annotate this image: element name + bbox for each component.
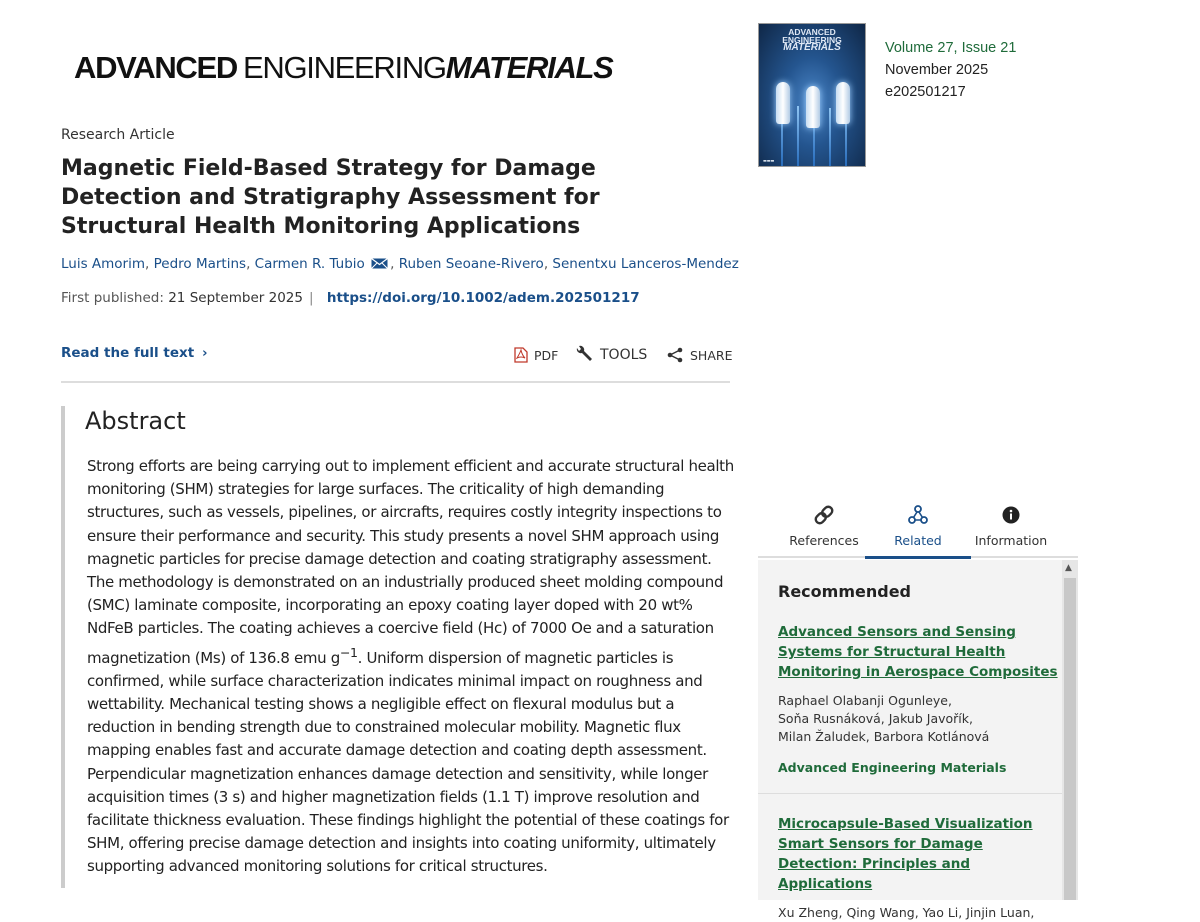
author-name: Barbora Kotlánová — [873, 729, 990, 744]
first-published-date: 21 September 2025 — [168, 290, 303, 306]
share-icon — [666, 347, 684, 363]
recommended-heading: Recommended — [778, 582, 911, 601]
cover-title — [759, 28, 865, 52]
author-name: Jinjin Luan — [966, 905, 1031, 920]
scroll-up-icon[interactable]: ▲ — [1065, 563, 1072, 573]
chevron-right-icon: › — [202, 346, 208, 361]
pdf-icon — [514, 347, 528, 363]
tab-information[interactable] — [958, 498, 1064, 556]
author-name: Milan Žaludek — [778, 729, 866, 744]
recommended-title-link[interactable]: Microcapsule-Based Visualization Smart Sensors for Damage Detection: Principles and Applications — [778, 816, 1033, 892]
abstract-text-part: . Uniform dispersion of magnetic particles is confirmed, while surface characterization indicates minimal impact on roughness and wettability. Mechanical testing shows a negligible effect on flexural modulus but a reduction in bending strength due to constrained molecular mobility. Magnetic flux mapping enables fast and accurate damage detection and coating depth assessment. Perpendicular magnetization enhances damage detection and sensitivity, while longer acquisition times (3 s) and higher magnetization fields (1.1 T) improve resolution and facilitate thickness evaluation. These findings highlight the potential of these coatings for SHM, offering precise damage detection and insights into coating uniformity, ultimately supporting advanced monitoring solutions for critical structures. — [87, 648, 729, 876]
logo-word-advanced: ADVANCED — [74, 50, 237, 85]
recommended-journal: Advanced Engineering Materials — [778, 760, 1007, 775]
cover-light-ray — [797, 106, 799, 166]
issue-date: November 2025 — [885, 62, 989, 78]
cover-publisher-mark: ▬▬▬ — [763, 158, 775, 163]
recommended-authors: Raphael Olabanji Ogunleye, Soňa Rusnáková, Jakub Javořík, Milan Žaludek, Barbora Kotlánová — [778, 693, 990, 744]
tools-button[interactable] — [574, 345, 647, 365]
recommended-item — [778, 622, 1058, 775]
wrench-icon — [574, 346, 594, 364]
sidebar-tabs — [758, 498, 1078, 558]
tab-label: Information — [974, 533, 1048, 548]
journal-logo[interactable] — [74, 50, 613, 86]
author-name: Jakub Javořík — [888, 711, 970, 726]
logo-word-materials: MATERIALS — [445, 50, 613, 85]
author-link[interactable]: Senentxu Lanceros-Mendez — [552, 256, 739, 272]
pdf-label: PDF — [534, 347, 559, 363]
author-link[interactable]: Carmen R. Tubio — [254, 256, 365, 272]
cover-capsule — [776, 82, 790, 124]
cover-title-line: ENGINEERING — [782, 35, 842, 45]
doi-link[interactable]: https://doi.org/10.1002/adem.202501217 — [326, 290, 640, 306]
author-name: Yao Li — [922, 905, 959, 920]
article-title: Magnetic Field-Based Strategy for Damage Detection and Stratigraphy Assessment for Structural Health Monitoring Applications — [61, 156, 600, 239]
tab-label: References — [789, 533, 859, 548]
abstract-superscript: −1 — [339, 644, 358, 660]
header-divider — [61, 381, 730, 383]
author-name: Qing Wang — [846, 905, 915, 920]
panel-scrollbar[interactable] — [1062, 560, 1078, 900]
corresponding-author-mail-icon[interactable] — [371, 258, 388, 269]
author-link[interactable]: Ruben Seoane-Rivero — [398, 256, 544, 272]
read-full-text-link[interactable] — [61, 345, 208, 361]
share-button[interactable] — [666, 345, 732, 365]
author-name: Xu Zheng — [778, 905, 839, 920]
share-label: SHARE — [690, 347, 733, 363]
cover-title-line: MATERIALS — [783, 42, 841, 53]
abstract-text — [87, 455, 734, 879]
tab-related[interactable] — [865, 498, 971, 559]
pdf-button[interactable] — [514, 345, 558, 365]
abstract-heading: Abstract — [85, 407, 186, 435]
author-name: Soňa Rusnáková — [778, 711, 881, 726]
tools-label: TOOLS — [600, 347, 648, 363]
network-icon — [907, 505, 929, 525]
cover-capsule — [806, 86, 820, 128]
cover-capsule — [836, 82, 850, 124]
issue-info — [885, 37, 1016, 103]
logo-word-engineering: ENGINEERING — [242, 50, 446, 85]
publication-info: First published: 21 September 2025 | https://doi.org/10.1002/adem.202501217 — [61, 290, 640, 306]
article-number: e202501217 — [885, 84, 966, 100]
recommended-panel — [758, 560, 1078, 920]
recommended-title-link[interactable]: Advanced Sensors and Sensing Systems for Structural Health Monitoring in Aerospace Composites — [778, 624, 1058, 680]
article-type: Research Article — [61, 127, 175, 143]
read-full-text-label: Read the full text — [61, 345, 195, 361]
author-list: Luis Amorim, Pedro Martins, Carmen R. Tubio , Ruben Seoane-Rivero, Senentxu Lanceros-Mendez — [61, 256, 739, 272]
author-link[interactable]: Luis Amorim — [61, 256, 146, 272]
first-published-label: First published: — [61, 290, 164, 306]
link-icon — [813, 505, 835, 525]
info-icon — [1001, 505, 1021, 525]
tab-label: Related — [894, 533, 942, 548]
cover-title-line: ADVANCED — [788, 27, 836, 37]
author-name: Raphael Olabanji Ogunleye — [778, 693, 949, 708]
recommended-item — [778, 814, 1058, 922]
abstract-section — [61, 406, 734, 888]
journal-cover-image[interactable] — [758, 23, 866, 167]
recommended-divider — [758, 793, 1062, 794]
author-link[interactable]: Pedro Martins — [153, 256, 247, 272]
abstract-text-part: Strong efforts are being carrying out to implement efficient and accurate structural health monitoring (SHM) strategies for large surfaces. The criticality of high demanding structures, such as vessels, pipelines, or aircrafts, requires costly integrity inspections to ensure their performance and security. This study presents a novel SHM approach using magnetic particles for precise damage detection and coating stratigraphy assessment. The methodology is demonstrated on an industrially produced sheet molding compound (SMC) laminate composite, incorporating an epoxy coating layer doped with 20 wt% NdFeB particles. The coating achieves a coercive field (Hc) of 7000 Oe and a saturation magnetization (Ms) of 136.8 emu g — [87, 457, 734, 667]
volume-issue-link[interactable]: Volume 27, Issue 21 — [885, 40, 1017, 56]
cover-light-ray — [829, 108, 831, 166]
recommended-authors: Xu Zheng, Qing Wang, Yao Li, Jinjin Luan, — [778, 905, 1035, 920]
tab-references[interactable] — [771, 498, 877, 556]
scrollbar-thumb[interactable] — [1064, 578, 1076, 900]
